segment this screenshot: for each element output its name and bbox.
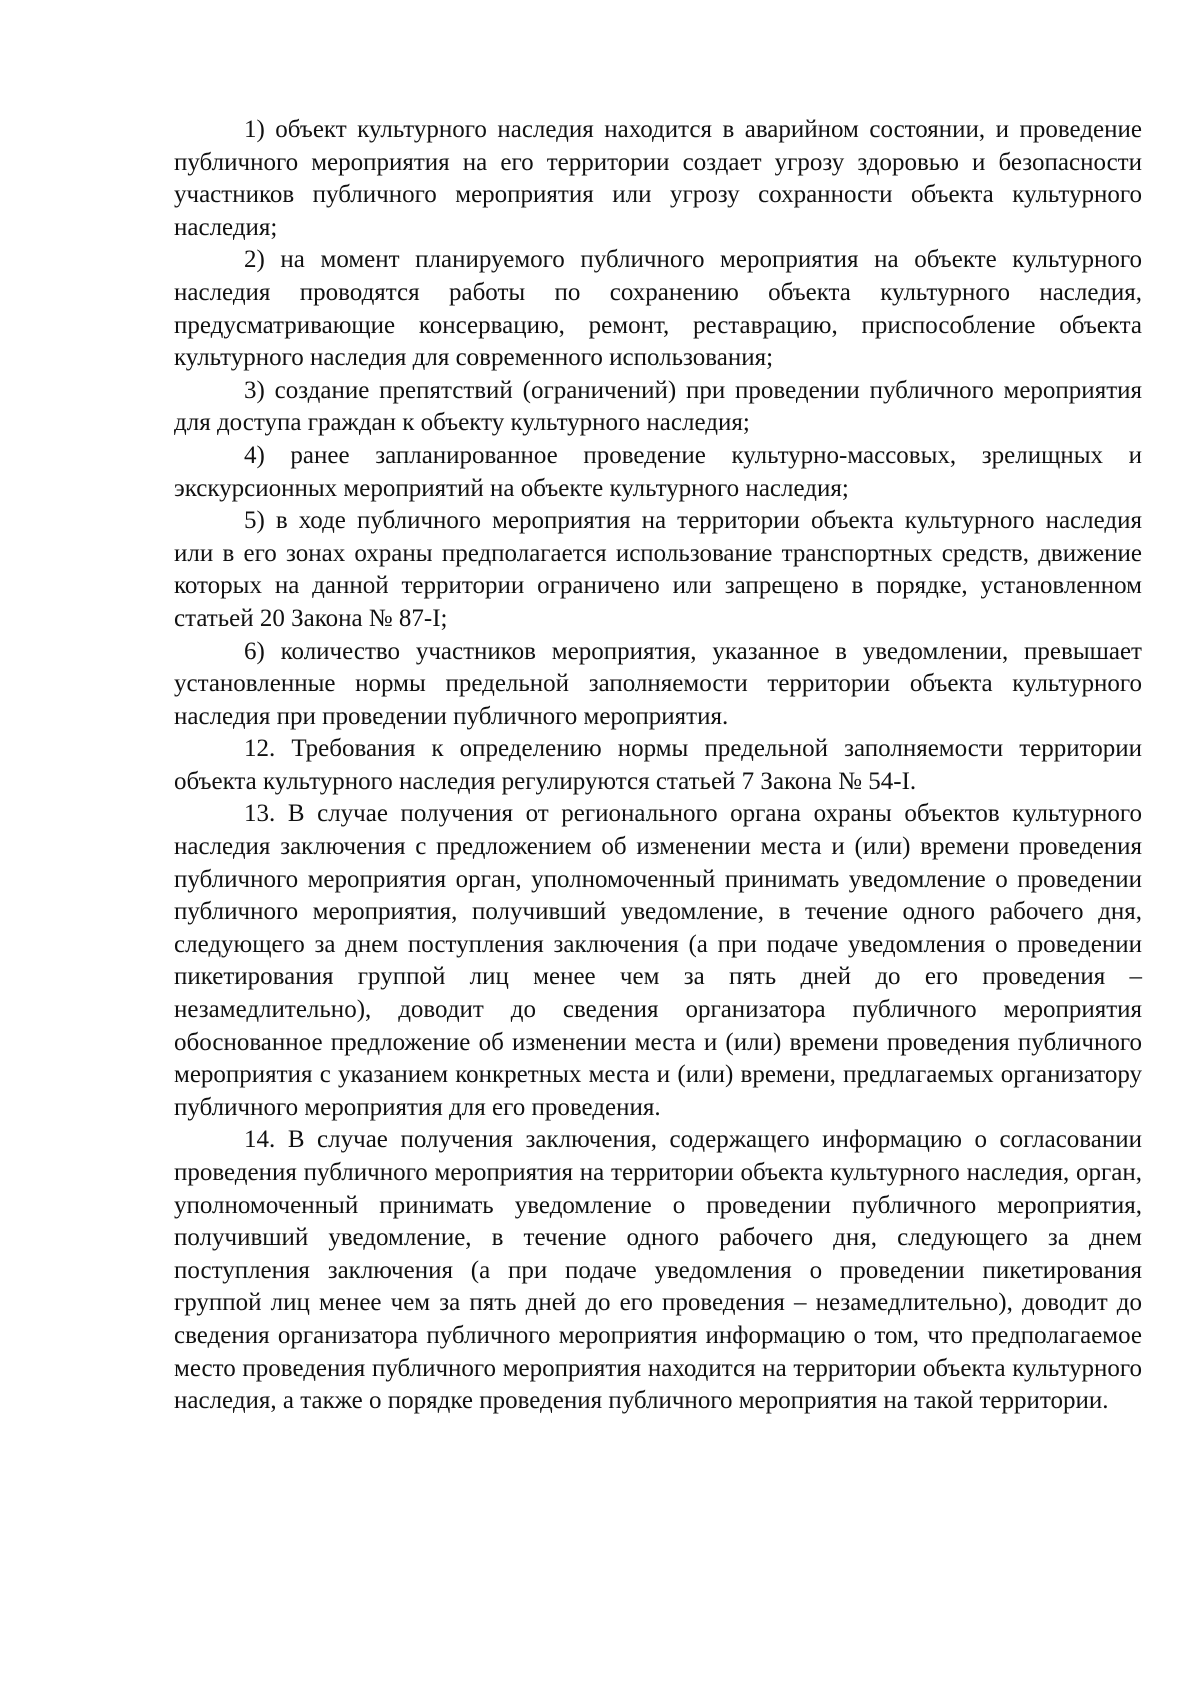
document-body	[174, 114, 1142, 1418]
clause-13: 13. В случае получения от регионального органа охраны объектов культурного наследия заключения с предложением об изменении места и (или) времени проведения публичного мероприятия орган, уполномоченный принимать уведомление о проведении публичного мероприятия, получивший уведомление, в течение одного рабочего дня, следующего за днем поступления заключения (а при подаче уведомления о проведении пикетирования группой лиц менее чем за пять дней до его проведения – незамедлительно), доводит до сведения организатора публичного мероприятия обоснованное предложение об изменении места и (или) времени проведения публичного мероприятия с указанием конкретных места и (или) времени, предлагаемых организатору публичного мероприятия для его проведения.	[174, 800, 1142, 1121]
clause-12: 12. Требования к определению нормы предельной заполняемости территории объекта культурного наследия регулируются статьей 7 Закона № 54-I.	[174, 735, 1142, 795]
list-item-1: 1) объект культурного наследия находится в аварийном состоянии, и проведение публичного мероприятия на его территории создает угрозу здоровью и безопасности участников публичного мероприятия или угрозу сохранности объекта культурного наследия;	[174, 116, 1142, 241]
list-item-3: 3) создание препятствий (ограничений) при проведении публичного мероприятия для доступа граждан к объекту культурного наследия;	[174, 376, 1142, 437]
list-item-5: 5) в ходе публичного мероприятия на территории объекта культурного наследия или в его зонах охраны предполагается использование транспортных средств, движение которых на данной территории ограничено или запрещено в порядке, установленном статьей 20 Закона № 87-I;	[174, 507, 1142, 632]
list-item-2: 2) на момент планируемого публичного мероприятия на объекте культурного наследия проводятся работы по сохранению объекта культурного наследия, предусматривающие консервацию, ремонт, реставрацию, приспособление объекта культурного наследия для современного использования;	[174, 246, 1142, 372]
list-item-6: 6) количество участников мероприятия, указанное в уведомлении, превышает установленные нормы предельной заполняемости территории объекта культурного наследия при проведении публичного мероприятия.	[174, 637, 1142, 730]
list-item-4: 4) ранее запланированное проведение культурно-массовых, зрелищных и экскурсионных мероприятий на объекте культурного наследия;	[174, 441, 1142, 502]
clause-14: 14. В случае получения заключения, содержащего информацию о согласовании проведения публичного мероприятия на территории объекта культурного наследия, орган, уполномоченный принимать уведомление о проведении публичного мероприятия, получивший уведомление, в течение одного рабочего дня, следующего за днем поступления заключения (а при подаче уведомления о проведении пикетирования группой лиц менее чем за пять дней до его проведения – незамедлительно), доводит до сведения организатора публичного мероприятия информацию о том, что предполагаемое место проведения публичного мероприятия находится на территории объекта культурного наследия, а также о порядке проведения публичного мероприятия на такой территории.	[174, 1126, 1142, 1415]
